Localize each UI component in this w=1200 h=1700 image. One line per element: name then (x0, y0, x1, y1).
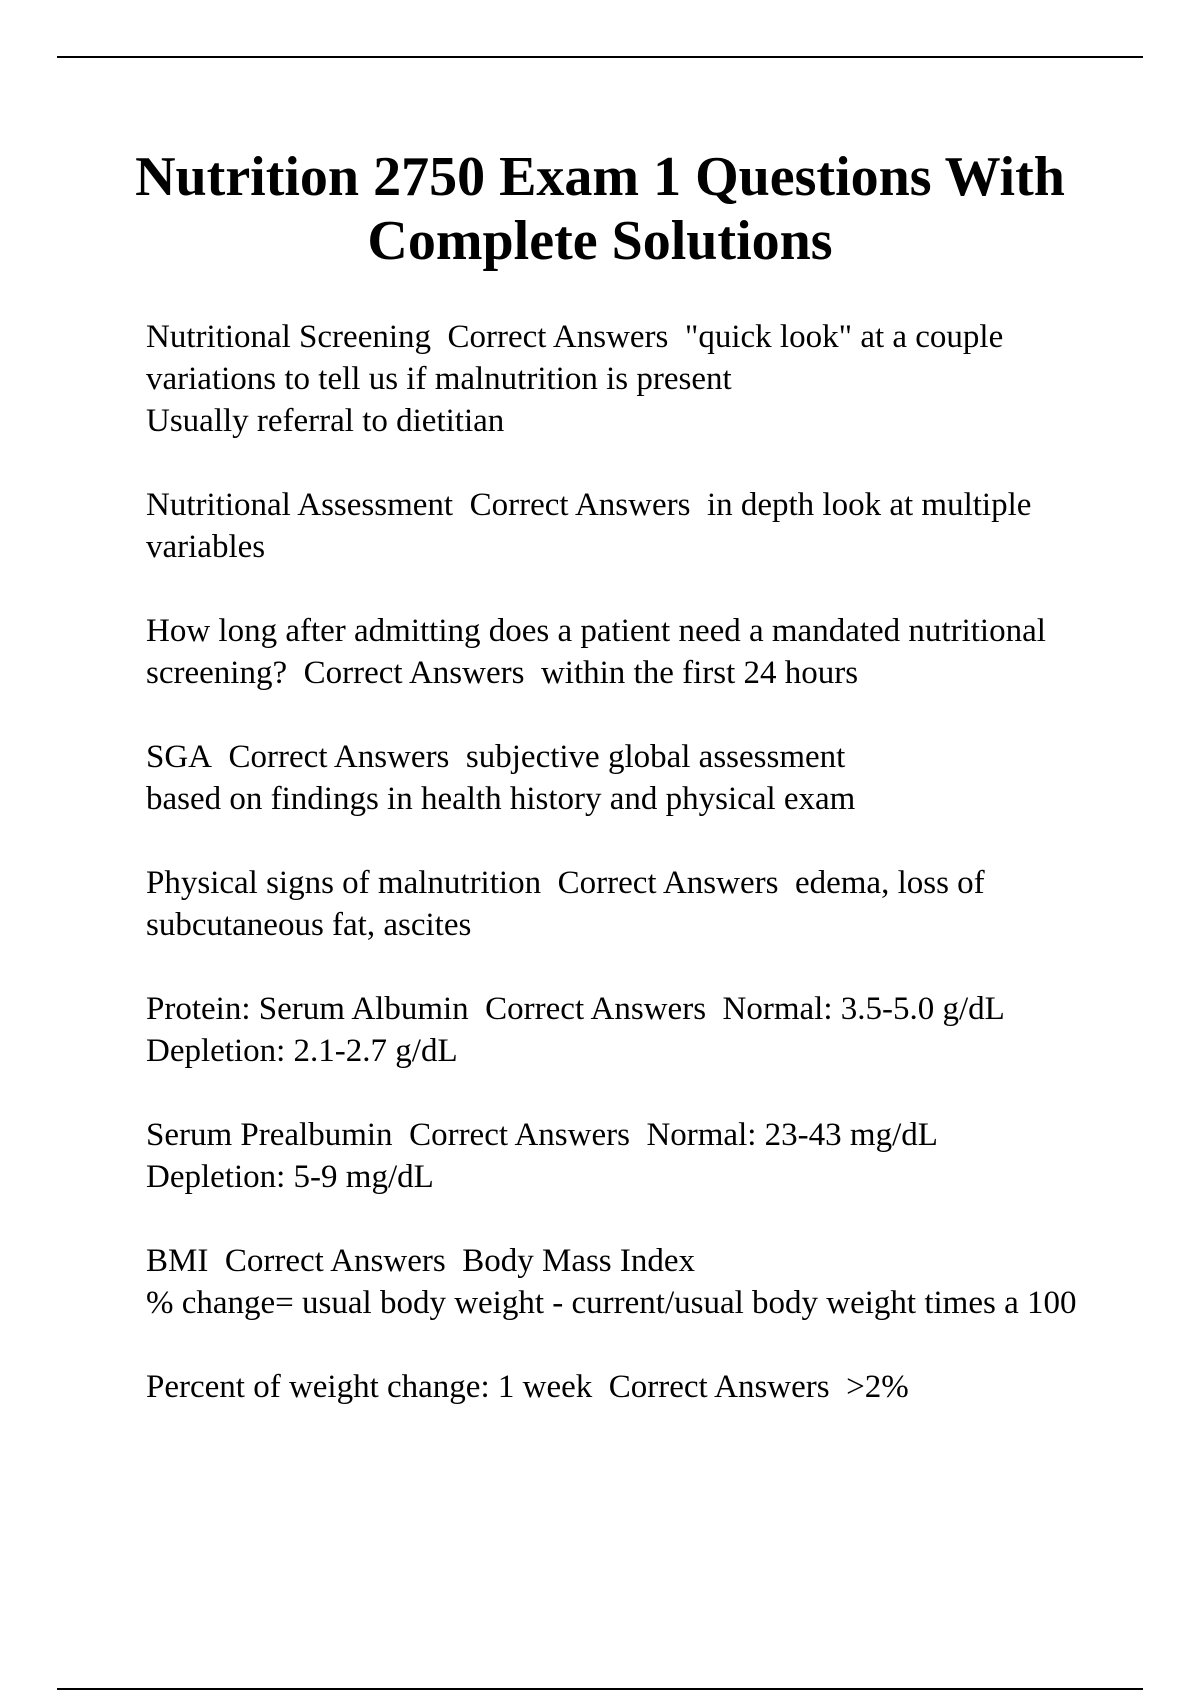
answer-text: Body Mass Index (462, 1243, 696, 1279)
correct-answers-label: Correct Answers (469, 487, 691, 523)
qa-item-physical-signs (146, 862, 1106, 946)
qa-item-sga (146, 736, 1106, 820)
correct-answers-label: Correct Answers (557, 865, 779, 901)
answer-text: >2% (846, 1369, 909, 1405)
question-text: Protein: Serum Albumin (146, 991, 469, 1027)
qa-item-nutritional-screening (146, 316, 1106, 442)
answer-text: "quick look" at a couple variations to tell us if malnutrition is present (146, 319, 1004, 397)
correct-answers-label: Correct Answers (447, 319, 669, 355)
answer-text: within the first 24 hours (540, 655, 859, 691)
qa-item-nutritional-assessment (146, 484, 1106, 568)
correct-answers-label: Correct Answers (608, 1369, 830, 1405)
answer-text: Normal: 3.5-5.0 g/dL (722, 991, 1005, 1027)
answer-text: Normal: 23-43 mg/dL (646, 1117, 938, 1153)
qa-list (146, 316, 1106, 1450)
answer-extra-line: % change= usual body weight - current/usual body weight times a 100 (146, 1285, 1077, 1321)
answer-text: edema, loss of subcutaneous fat, ascites (146, 865, 985, 943)
answer-extra-line: Depletion: 2.1-2.7 g/dL (146, 1033, 458, 1069)
qa-item-weight-change-1-week (146, 1366, 1106, 1408)
correct-answers-label: Correct Answers (228, 739, 450, 775)
question-text: BMI (146, 1243, 209, 1279)
question-text: Physical signs of malnutrition (146, 865, 542, 901)
question-text: Nutritional Assessment (146, 487, 454, 523)
question-text: Serum Prealbumin (146, 1117, 393, 1153)
answer-extra-line: Usually referral to dietitian (146, 403, 505, 439)
correct-answers-label: Correct Answers (303, 655, 525, 691)
correct-answers-label: Correct Answers (409, 1117, 630, 1153)
qa-item-screening-timing (146, 610, 1106, 694)
correct-answers-label: Correct Answers (224, 1243, 446, 1279)
question-text: Nutritional Screening (146, 319, 432, 355)
question-text: SGA (146, 739, 213, 775)
qa-item-bmi (146, 1240, 1106, 1324)
bottom-rule (57, 1688, 1143, 1690)
answer-text: in depth look at multiple variables (146, 487, 1032, 565)
answer-extra-line: Depletion: 5-9 mg/dL (146, 1159, 434, 1195)
qa-item-serum-albumin (146, 988, 1106, 1072)
top-rule (57, 56, 1143, 58)
answer-text: subjective global assessment (465, 739, 846, 775)
qa-item-serum-prealbumin (146, 1114, 1106, 1198)
question-text: How long after admitting does a patient need a mandated nutritional screening? (146, 613, 1046, 691)
correct-answers-label: Correct Answers (485, 991, 707, 1027)
answer-extra-line: based on findings in health history and physical exam (146, 781, 856, 817)
question-text: Percent of weight change: 1 week (146, 1369, 593, 1405)
document-title: Nutrition 2750 Exam 1 Questions With Complete Solutions (135, 146, 1065, 272)
